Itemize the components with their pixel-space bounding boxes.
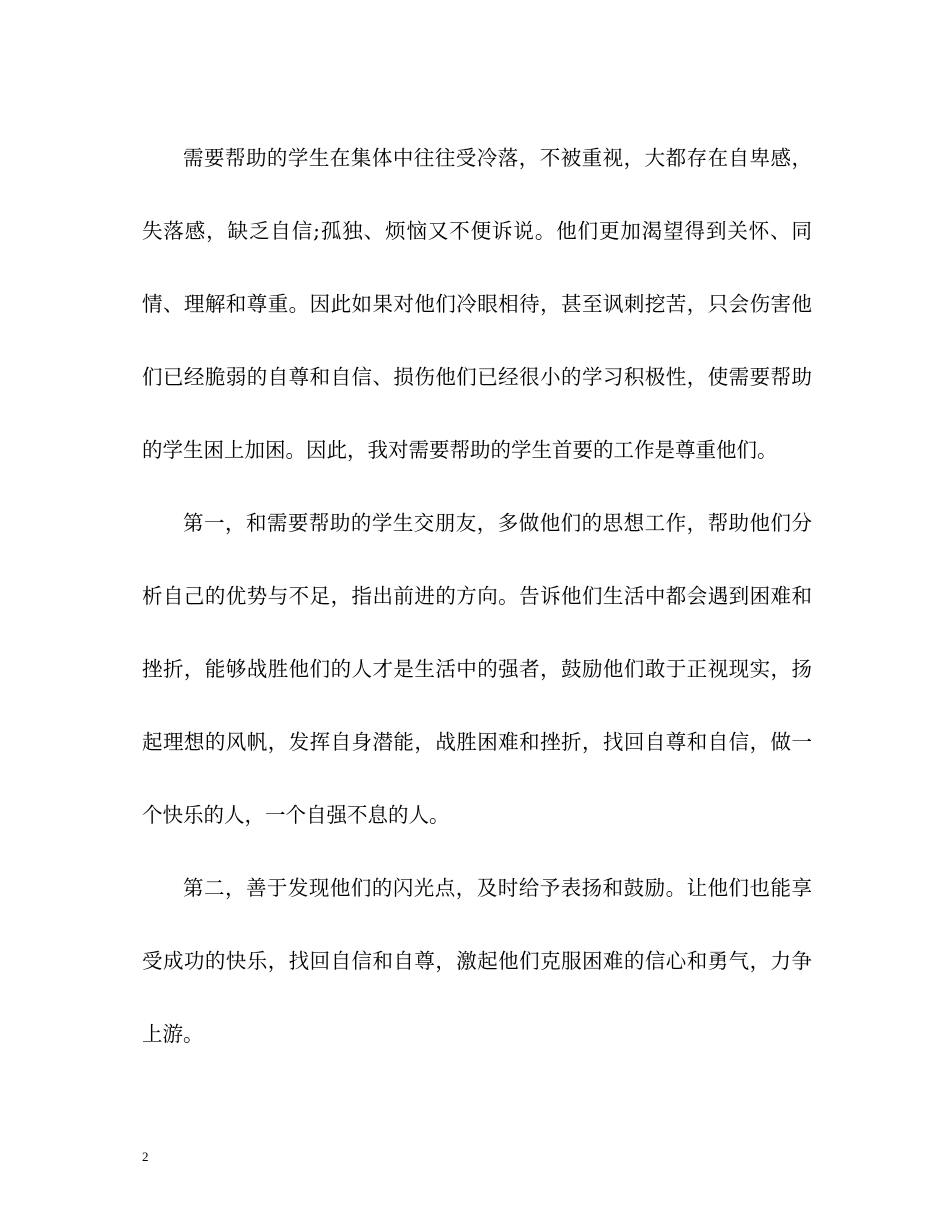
document-body [142, 122, 812, 1071]
page-number: 2 [142, 1149, 149, 1164]
paragraph-3: 第二，善于发现他们的闪光点，及时给予表扬和鼓励。让他们也能享受成功的快乐，找回自信和自尊，激起他们克服困难的信心和勇气，力争上游。 [142, 876, 812, 1046]
paragraph-1: 需要帮助的学生在集体中往往受冷落，不被重视，大都存在自卑感，失落感，缺乏自信;孤独、烦恼又不便诉说。他们更加渴望得到关怀、同情、理解和尊重。因此如果对他们冷眼相待，甚至讽刺挖苦，只会伤害他们已经脆弱的自尊和自信、损伤他们已经很小的学习积极性，使需要帮助的学生困上加困。因此，我对需要帮助的学生首要的工作是尊重他们。 [142, 146, 812, 462]
paragraph-2: 第一，和需要帮助的学生交朋友，多做他们的思想工作，帮助他们分析自己的优势与不足，指出前进的方向。告诉他们生活中都会遇到困难和挫折，能够战胜他们的人才是生活中的强者，鼓励他们敢于正视现实，扬起理想的风帆，发挥自身潜能，战胜困难和挫折，找回自尊和自信，做一个快乐的人，一个自强不息的人。 [142, 511, 812, 827]
